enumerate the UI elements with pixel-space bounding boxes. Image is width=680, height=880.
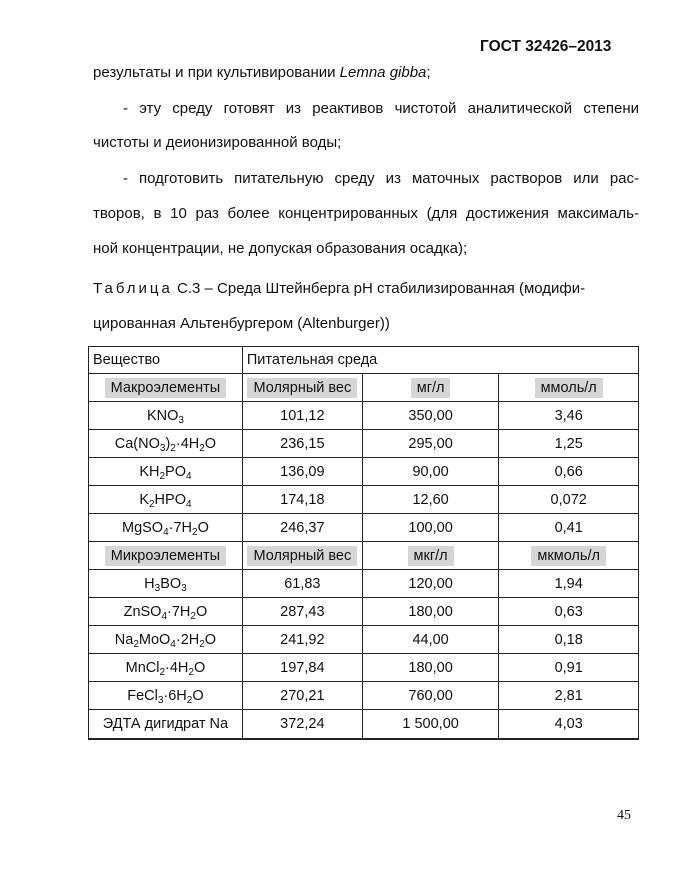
paragraph-3-line-1: - подготовить питательную среду из маточных растворов или рас-	[123, 170, 639, 187]
molar-concentration: 0,072	[499, 486, 639, 514]
table-row	[89, 458, 639, 486]
micro-elements-body	[89, 570, 639, 740]
paragraph-1	[93, 64, 431, 81]
molar-weight: 236,15	[242, 430, 362, 458]
molar-weight: 246,37	[242, 514, 362, 542]
paragraph-3-line-2: творов, в 10 раз более концентрированных (для достижения максималь-	[93, 205, 639, 222]
molar-weight: 101,12	[242, 402, 362, 430]
macro-header-cell: Макроэлементы	[89, 374, 243, 402]
molar-concentration: 0,41	[499, 514, 639, 542]
molar-weight: 372,24	[242, 710, 362, 740]
concentration: 12,60	[362, 486, 499, 514]
substance-formula: $FeCl_3\cdot 6H_2O$	[89, 682, 243, 710]
molar-concentration: 1,25	[499, 430, 639, 458]
molar-concentration: 0,66	[499, 458, 639, 486]
substance-formula: $KNO_3$	[89, 402, 243, 430]
substance-formula: $H_3BO_3$	[89, 570, 243, 598]
concentration: 295,00	[362, 430, 499, 458]
table-row	[89, 514, 639, 542]
table-row	[89, 570, 639, 598]
molar-weight: 61,83	[242, 570, 362, 598]
table-caption-text: С.3 – Среда Штейнберга рН стабилизированная (модифи-	[172, 280, 586, 297]
paragraph-1-end: ;	[426, 64, 431, 81]
steinberg-medium-table	[88, 346, 639, 740]
table-caption-lead: Таблица	[93, 280, 173, 297]
molar-weight: 136,09	[242, 458, 362, 486]
substance-formula: $KH_2PO_4$	[89, 458, 243, 486]
concentration: 44,00	[362, 626, 499, 654]
page-number: 45	[617, 808, 631, 823]
paragraph-2-line-1: - эту среду готовят из реактивов чистотой аналитической степени	[123, 100, 639, 117]
molar-concentration: 2,81	[499, 682, 639, 710]
micro-header-cell: мкг/л	[362, 542, 499, 570]
table-row	[89, 430, 639, 458]
paragraph-2-line-2: чистоты и деионизированной воды;	[93, 134, 342, 151]
concentration: 100,00	[362, 514, 499, 542]
header-substance: Вещество	[89, 347, 243, 374]
paragraph-1-text: результаты и при культивировании	[93, 64, 340, 81]
concentration: 90,00	[362, 458, 499, 486]
concentration: 1 500,00	[362, 710, 499, 740]
paragraph-3-line-3: ной концентрации, не допуская образования осадка);	[93, 240, 468, 257]
molar-concentration: 1,94	[499, 570, 639, 598]
substance-formula: $Ca(NO_3)_2\cdot 4H_2O$	[89, 430, 243, 458]
table-row	[89, 710, 639, 740]
concentration: 180,00	[362, 654, 499, 682]
concentration: 120,00	[362, 570, 499, 598]
table-caption-line-1	[93, 280, 639, 297]
concentration: 180,00	[362, 598, 499, 626]
table-row	[89, 626, 639, 654]
substance-formula: $MnCl_2\cdot 4H_2O$	[89, 654, 243, 682]
micro-header-cell: Молярный вес	[242, 542, 362, 570]
header-medium: Питательная среда	[242, 347, 638, 374]
concentration: 350,00	[362, 402, 499, 430]
table-row	[89, 598, 639, 626]
substance-formula: ЭДТА дигидрат Na	[89, 710, 243, 740]
molar-weight: 197,84	[242, 654, 362, 682]
micro-header-cell: мкмоль/л	[499, 542, 639, 570]
macro-header-row	[89, 374, 639, 402]
concentration: 760,00	[362, 682, 499, 710]
macro-header-cell: ммоль/л	[499, 374, 639, 402]
molar-concentration: 0,18	[499, 626, 639, 654]
micro-header-row	[89, 542, 639, 570]
table-row	[89, 486, 639, 514]
molar-concentration: 0,63	[499, 598, 639, 626]
molar-weight: 241,92	[242, 626, 362, 654]
table-caption-line-2: цированная Альтенбургером (Altenburger))	[93, 315, 390, 332]
table-row	[89, 682, 639, 710]
molar-weight: 270,21	[242, 682, 362, 710]
macro-elements-body	[89, 402, 639, 542]
macro-header-cell: мг/л	[362, 374, 499, 402]
substance-formula: $ZnSO_4\cdot 7H_2O$	[89, 598, 243, 626]
molar-concentration: 4,03	[499, 710, 639, 740]
molar-concentration: 0,91	[499, 654, 639, 682]
substance-formula: $Na_2MoO_4\cdot 2H_2O$	[89, 626, 243, 654]
macro-header-cell: Молярный вес	[242, 374, 362, 402]
substance-formula: $K_2HPO_4$	[89, 486, 243, 514]
table-row	[89, 654, 639, 682]
molar-weight: 174,18	[242, 486, 362, 514]
molar-weight: 287,43	[242, 598, 362, 626]
molar-concentration: 3,46	[499, 402, 639, 430]
species-name: Lemna gibba	[339, 64, 427, 81]
document-standard-number: ГОСТ 32426–2013	[480, 38, 612, 55]
table-row	[89, 402, 639, 430]
micro-header-cell: Микроэлементы	[89, 542, 243, 570]
table-header-row	[89, 347, 639, 374]
substance-formula: $MgSO_4\cdot 7H_2O$	[89, 514, 243, 542]
